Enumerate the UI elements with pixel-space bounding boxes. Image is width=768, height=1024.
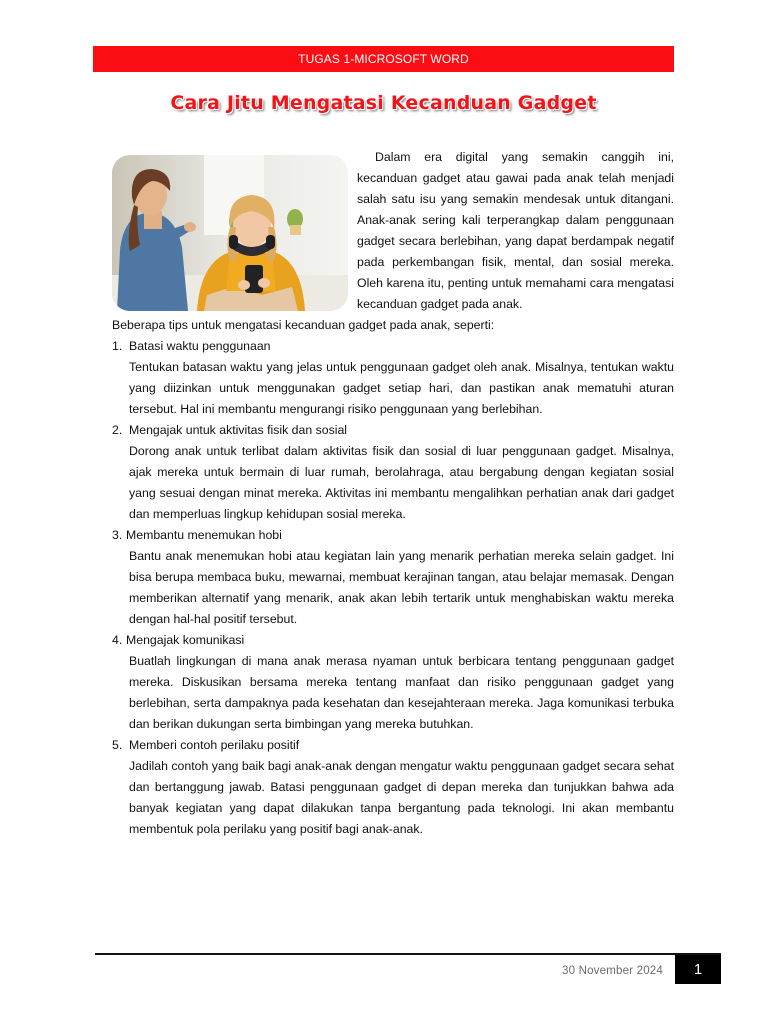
tip-number: 3. [112,528,123,542]
footer-date: 30 November 2024 [561,965,663,977]
tip-item [112,336,674,420]
intro-paragraph: Dalam era digital yang semakin canggih ini, kecanduan gadget atau gawai pada anak telah menjadi salah satu isu yang semakin mendesak untuk ditangani. Anak-anak sering kali terperangkap dalam penggunaan gadget secara berlebihan, yang dapat berdampak negatif pada perkembangan fisik, mental, dan sosial mereka. Oleh karena itu, penting untuk memahami cara mengatasi kecanduan gadget pada anak. [357,150,674,311]
footer-rule [95,953,721,955]
tip-heading [112,420,674,441]
tip-heading [112,525,674,546]
article-photo [112,155,348,311]
article-body [112,315,674,840]
document-title: Cara Jitu Mengatasi Kecanduan Gadget [170,92,597,114]
tip-title: Batasi waktu penggunaan [129,339,271,353]
tip-number: 4. [112,633,123,647]
tip-item [112,735,674,840]
tip-heading [112,336,674,357]
tip-description: Tentukan batasan waktu yang jelas untuk penggunaan gadget oleh anak. Misalnya, tentukan waktu yang diizinkan untuk menggunakan gadget setiap hari, dan pastikan anak mematuhi aturan tersebut. Hal ini membantu mengurangi risiko penggunaan yang berlebihan. [129,360,674,416]
tip-description: Buatlah lingkungan di mana anak merasa nyaman untuk berbicara tentang penggunaan gadget mereka. Diskusikan bersama mereka tentang manfaat dan risiko penggunaan gadget yang berlebihan, serta dampaknya pada kesehatan dan kesejahteraan mereka. Jaga komunikasi terbuka dan berikan dukungan serta bimbingan yang mereka butuhkan. [129,654,674,731]
lead-sentence: Beberapa tips untuk mengatasi kecanduan gadget pada anak, seperti: [112,318,495,332]
tip-description: Dorong anak untuk terlibat dalam aktivitas fisik dan sosial di luar penggunaan gadget. Misalnya, ajak mereka untuk bermain di luar rumah, berolahraga, atau bergabung dengan kegiatan sosial yang sesuai dengan minat mereka. Aktivitas ini membantu mengalihkan perhatian anak dari gadget dan memperluas lingkup kehidupan sosial mereka. [129,444,674,521]
tip-title: Membantu menemukan hobi [126,528,282,542]
tip-number: 5. [112,738,123,752]
page-number: 1 [675,955,721,984]
tip-description: Jadilah contoh yang baik bagi anak-anak dengan mengatur waktu penggunaan gadget secara sehat dan bertanggung jawab. Batasi penggunaan gadget di depan mereka dan tunjukkan bahwa ada banyak kegiatan yang dapat dilakukan tanpa bergantung pada teknologi. Ini akan membantu membentuk pola perilaku yang positif bagi anak-anak. [129,759,674,836]
tip-item [112,525,674,630]
tip-heading [112,630,674,651]
header-bar [93,46,674,72]
tip-heading [112,735,674,756]
header-label: TUGAS 1-MICROSOFT WORD [298,52,469,66]
tip-title: Mengajak untuk aktivitas fisik dan sosial [129,423,348,437]
tip-title: Mengajak komunikasi [126,633,245,647]
tip-description: Bantu anak menemukan hobi atau kegiatan lain yang menarik perhatian mereka selain gadget. Ini bisa berupa membaca buku, mewarnai, membuat kerajinan tangan, atau belajar memasak. Dengan memberikan alternatif yang menarik, anak akan lebih tertarik untuk menghabiskan waktu mereka dengan hal-hal positif tersebut. [129,549,674,626]
parent-child-gadget-illustration [112,155,348,311]
tip-number: 2. [112,423,123,437]
tip-title: Memberi contoh perilaku positif [129,738,300,752]
tip-item [112,630,674,735]
tip-item [112,420,674,525]
tip-number: 1. [112,339,123,353]
